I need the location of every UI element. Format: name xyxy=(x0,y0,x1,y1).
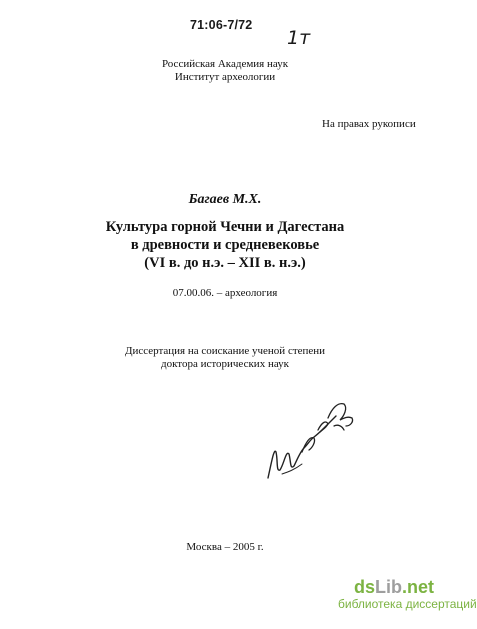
watermark-logo-lib: Lib xyxy=(375,577,402,597)
watermark-subtitle: библиотека диссертаций xyxy=(338,597,477,611)
watermark-logo-net: .net xyxy=(402,577,435,597)
place-and-year: Москва – 2005 г. xyxy=(186,541,264,553)
institute-name: Институт археологии xyxy=(174,71,276,83)
title-line-3: (VI в. до н.э. – XII в. н.э.) xyxy=(144,255,306,271)
watermark-logo xyxy=(344,577,444,597)
degree-statement xyxy=(0,345,450,371)
handwritten-signature xyxy=(262,390,362,490)
degree-line-1: Диссертация на соискание ученой степени xyxy=(124,345,326,357)
author-name: Багаев М.Х. xyxy=(188,192,262,207)
dslib-watermark xyxy=(338,577,477,623)
rights-notice: На правах рукописи xyxy=(322,118,416,130)
organization-name: Российская Академия наук xyxy=(161,58,289,70)
handwritten-note: 1т xyxy=(287,27,311,49)
dissertation-title xyxy=(0,218,450,272)
specialty-code: 07.00.06. – археология xyxy=(172,287,278,299)
degree-line-2: доктора исторических наук xyxy=(160,358,289,370)
title-line-1: Культура горной Чечни и Дагестана xyxy=(105,219,345,235)
watermark-logo-ds: ds xyxy=(353,577,375,597)
organization-block xyxy=(0,58,450,84)
call-number-stamp: 71:06-7/72 xyxy=(190,18,253,32)
title-line-2: в древности и средневековье xyxy=(130,237,320,253)
